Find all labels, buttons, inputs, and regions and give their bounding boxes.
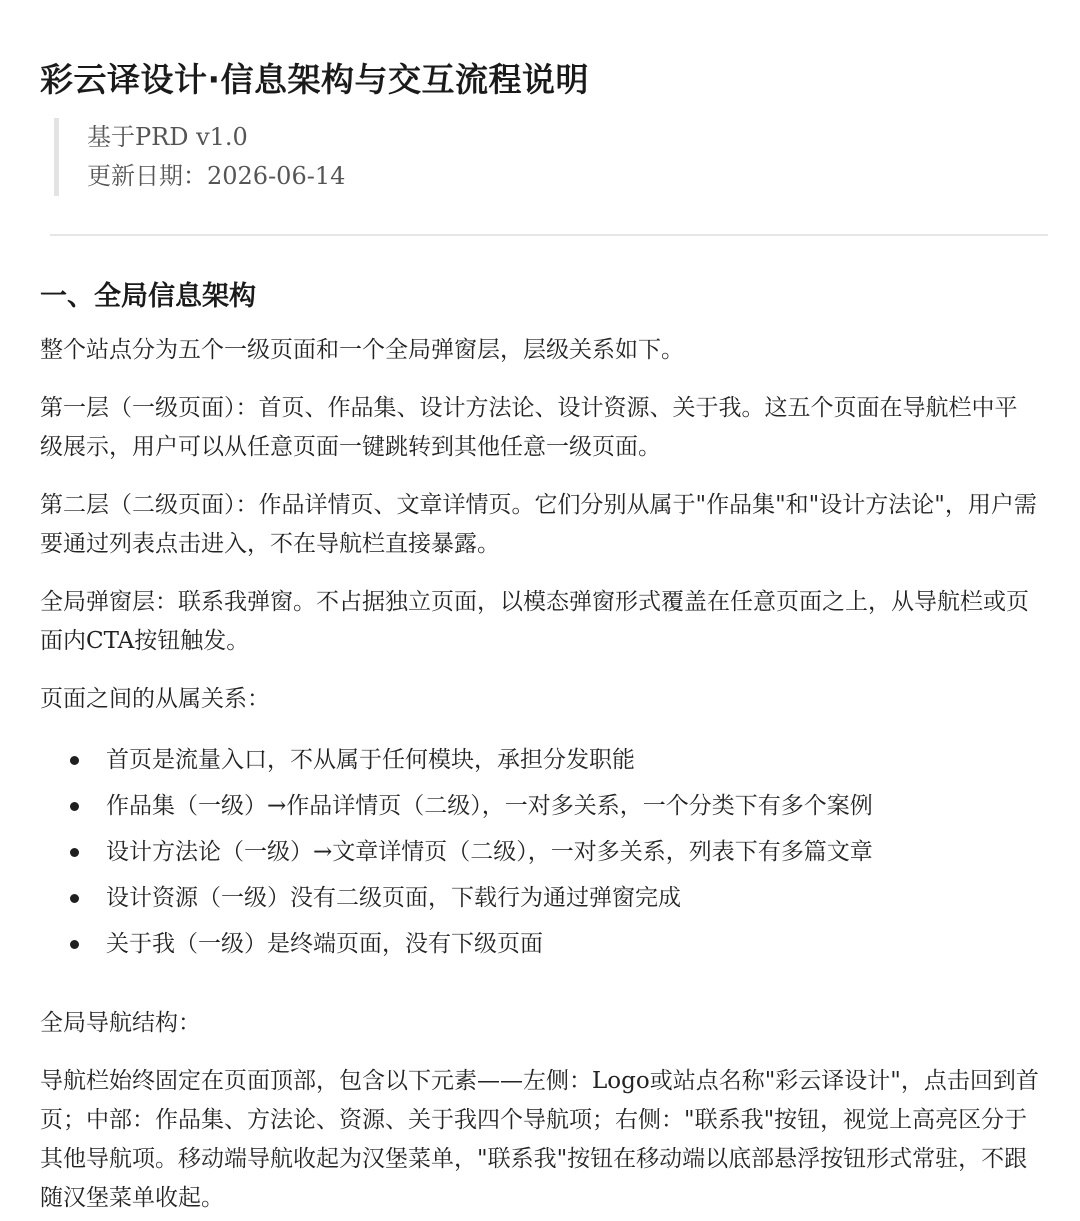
nav-structure-label: 全局导航结构： bbox=[40, 1010, 201, 1036]
list-item bbox=[40, 921, 1040, 967]
bullet-dot-icon bbox=[70, 848, 79, 857]
nav-structure-paragraph: 导航栏始终固定在页面顶部，包含以下元素——左侧：Logo或站点名称"彩云译设计"，点击回到首页；中部：作品集、方法论、资源、关于我四个导航项；右侧："联系我"按钮，视觉上高亮区分于其他导航项。移动端导航收起为汉堡菜单，"联系我"按钮在移动端以底部悬浮按钮形式常驻，不跟随汉堡菜单收起。 bbox=[40, 1068, 1039, 1211]
bullet-dot-icon bbox=[70, 802, 79, 811]
overlay-paragraph: 全局弹窗层：联系我弹窗。不占据独立页面，以模态弹窗形式覆盖在任意页面之上，从导航栏或页面内CTA按钮触发。 bbox=[40, 589, 1029, 654]
list-item bbox=[40, 783, 1040, 829]
intro-paragraph: 整个站点分为五个一级页面和一个全局弹窗层，层级关系如下。 bbox=[40, 337, 684, 363]
list-item-text: 关于我（一级）是终端页面，没有下级页面 bbox=[106, 931, 543, 957]
list-item-text: 设计资源（一级）没有二级页面，下载行为通过弹窗完成 bbox=[106, 885, 681, 911]
document-meta-blockquote bbox=[54, 118, 1040, 196]
list-item-text: 首页是流量入口，不从属于任何模块，承担分发职能 bbox=[106, 747, 635, 773]
list-item bbox=[40, 737, 1040, 783]
list-item-text: 设计方法论（一级）→文章详情页（二级），一对多关系，列表下有多篇文章 bbox=[106, 839, 873, 865]
list-item bbox=[40, 829, 1040, 875]
layer1-paragraph: 第一层（一级页面）：首页、作品集、设计方法论、设计资源、关于我。这五个页面在导航栏中平级展示，用户可以从任意页面一键跳转到其他任意一级页面。 bbox=[40, 395, 1018, 460]
list-item-text: 作品集（一级）→作品详情页（二级），一对多关系，一个分类下有多个案例 bbox=[106, 793, 873, 819]
relations-list bbox=[40, 737, 1040, 967]
relations-label: 页面之间的从属关系： bbox=[40, 686, 270, 712]
bullet-dot-icon bbox=[70, 756, 79, 765]
page-title: 彩云译设计·信息架构与交互流程说明 bbox=[40, 60, 590, 99]
bullet-dot-icon bbox=[70, 940, 79, 949]
layer2-paragraph: 第二层（二级页面）：作品详情页、文章详情页。它们分别从属于"作品集"和"设计方法论"，用户需要通过列表点击进入，不在导航栏直接暴露。 bbox=[40, 492, 1037, 557]
section-heading-global-ia: 一、全局信息架构 bbox=[40, 281, 256, 312]
bullet-dot-icon bbox=[70, 894, 79, 903]
update-date-text: 更新日期：2026-06-14 bbox=[87, 162, 346, 190]
list-item bbox=[40, 875, 1040, 921]
horizontal-divider bbox=[50, 234, 1048, 236]
prd-version-text: 基于PRD v1.0 bbox=[87, 123, 248, 151]
